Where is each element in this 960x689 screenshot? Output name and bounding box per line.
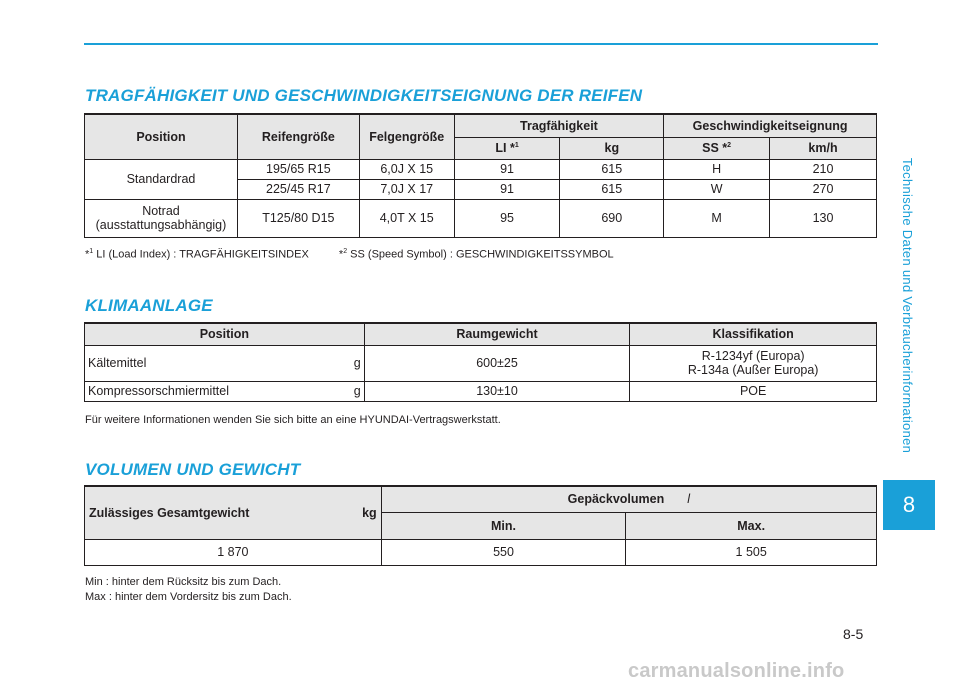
volumen-header-max: Max. bbox=[626, 512, 877, 539]
tire-cell-felgen: 7,0J X 17 bbox=[359, 179, 454, 199]
tire-table bbox=[84, 113, 877, 238]
klima-klass-line2: R-134a (Außer Europa) bbox=[687, 363, 819, 377]
tire-cell-ss: H bbox=[664, 159, 770, 179]
tire-header-kmh: km/h bbox=[770, 137, 877, 159]
tire-header-felgen: Felgengröße bbox=[359, 114, 454, 159]
tire-row bbox=[85, 199, 877, 237]
klima-row bbox=[85, 381, 877, 401]
tire-cell-kmh: 130 bbox=[770, 199, 877, 237]
watermark: carmanualsonline.info bbox=[628, 660, 845, 682]
tire-cell-felgen: 4,0T X 15 bbox=[359, 199, 454, 237]
footnote1-sup: 1 bbox=[89, 248, 94, 255]
tire-cell-ss: W bbox=[664, 179, 770, 199]
tire-standardrad-label: Standardrad bbox=[85, 159, 238, 199]
volumen-header-gewicht-text: Zulässiges Gesamtgewicht bbox=[89, 505, 250, 520]
klima-table bbox=[84, 322, 877, 402]
tire-notrad-label-line1: Notrad bbox=[142, 204, 180, 218]
tire-cell-reifen: 195/65 R15 bbox=[237, 159, 359, 179]
volumen-cell-max: 1 505 bbox=[626, 539, 877, 565]
volumen-header-gepaeck bbox=[381, 486, 876, 512]
tire-header-li-text: LI * bbox=[495, 141, 515, 155]
tire-cell-kg: 615 bbox=[560, 179, 664, 199]
klima-cell-gewicht: 600±25 bbox=[364, 345, 630, 381]
klima-section-title: KLIMAANLAGE bbox=[85, 296, 213, 315]
tire-header-ss-text: SS * bbox=[702, 141, 728, 155]
footnote2-sup: 2 bbox=[343, 248, 348, 255]
volumen-cell-min: 550 bbox=[381, 539, 626, 565]
volumen-section-title: VOLUMEN UND GEWICHT bbox=[85, 460, 301, 479]
volumen-row bbox=[85, 539, 877, 565]
footnote2-text: SS (Speed Symbol) : GESCHWINDIGKEITSSYMBOL bbox=[350, 248, 614, 261]
tire-notrad-label-line2: (ausstattungsabhängig) bbox=[95, 218, 227, 232]
volumen-note-max: Max : hinter dem Vordersitz bis zum Dach. bbox=[85, 591, 292, 603]
klima-header-position: Position bbox=[85, 323, 365, 345]
chapter-side-label-text: Technische Daten und Verbraucherinformationen bbox=[900, 157, 916, 453]
tire-cell-li: 91 bbox=[454, 159, 560, 179]
tire-header-geschwindigkeit: Geschwindigkeitseignung bbox=[664, 114, 877, 137]
footnote1-mark: * bbox=[85, 248, 90, 261]
tire-cell-li: 95 bbox=[454, 199, 560, 237]
tire-cell-reifen: T125/80 D15 bbox=[237, 199, 359, 237]
tire-cell-kg: 690 bbox=[560, 199, 664, 237]
tire-cell-kmh: 210 bbox=[770, 159, 877, 179]
klima-position-text: Kältemittel bbox=[88, 356, 147, 370]
tire-cell-li: 91 bbox=[454, 179, 560, 199]
tire-header-position: Position bbox=[85, 114, 238, 159]
volumen-header-min: Min. bbox=[381, 512, 626, 539]
tire-cell-reifen: 225/45 R17 bbox=[237, 179, 359, 199]
tire-row bbox=[85, 159, 877, 179]
tire-cell-ss: M bbox=[664, 199, 770, 237]
footnote1-text: LI (Load Index) : TRAGFÄHIGKEITSINDEX bbox=[96, 248, 309, 261]
volumen-header-gewicht-unit: kg bbox=[362, 505, 377, 520]
tire-cell-kmh: 270 bbox=[770, 179, 877, 199]
klima-cell-klassifikation: POE bbox=[630, 381, 877, 401]
tire-header-li bbox=[454, 137, 560, 159]
page-number: 8-5 bbox=[843, 626, 864, 642]
klima-note: Für weitere Informationen wenden Sie sich bitte an eine HYUNDAI-Vertragswerkstatt. bbox=[85, 414, 501, 426]
klima-header-raumgewicht: Raumgewicht bbox=[364, 323, 630, 345]
klima-header-klassifikation: Klassifikation bbox=[630, 323, 877, 345]
tire-notrad-label bbox=[85, 199, 238, 237]
volumen-table bbox=[84, 485, 877, 566]
tire-header-ss-sup: 2 bbox=[727, 141, 732, 149]
tire-header-reifen: Reifengröße bbox=[237, 114, 359, 159]
volumen-cell-gewicht: 1 870 bbox=[85, 539, 382, 565]
klima-cell-position bbox=[85, 345, 365, 381]
tire-cell-kg: 615 bbox=[560, 159, 664, 179]
klima-unit-text: g bbox=[353, 384, 361, 398]
chapter-number-tab: 8 bbox=[883, 480, 935, 530]
klima-unit-text: g bbox=[353, 356, 361, 370]
tire-footnotes bbox=[85, 248, 614, 261]
volumen-header-gewicht bbox=[85, 486, 382, 539]
tire-header-kg: kg bbox=[560, 137, 664, 159]
klima-cell-gewicht: 130±10 bbox=[364, 381, 630, 401]
chapter-side-label bbox=[893, 135, 923, 475]
top-rule bbox=[84, 43, 878, 45]
tire-header-li-sup: 1 bbox=[514, 141, 519, 149]
tire-header-ss bbox=[664, 137, 770, 159]
tire-header-tragfaehigkeit: Tragfähigkeit bbox=[454, 114, 663, 137]
klima-row bbox=[85, 345, 877, 381]
volumen-note-min: Min : hinter dem Rücksitz bis zum Dach. bbox=[85, 576, 282, 588]
klima-cell-position bbox=[85, 381, 365, 401]
footnote2-mark: * bbox=[338, 248, 344, 261]
tires-section-title: TRAGFÄHIGKEIT UND GESCHWINDIGKEITSEIGNUNG DER REIFEN bbox=[85, 86, 643, 105]
volumen-header-gepaeck-text: Gepäckvolumen bbox=[567, 492, 665, 507]
tire-cell-felgen: 6,0J X 15 bbox=[359, 159, 454, 179]
klima-cell-klassifikation bbox=[630, 345, 877, 381]
klima-position-text: Kompressorschmiermittel bbox=[88, 384, 230, 398]
klima-klass-line1: R-1234yf (Europa) bbox=[701, 349, 805, 363]
volumen-header-gepaeck-unit: l bbox=[687, 492, 690, 507]
